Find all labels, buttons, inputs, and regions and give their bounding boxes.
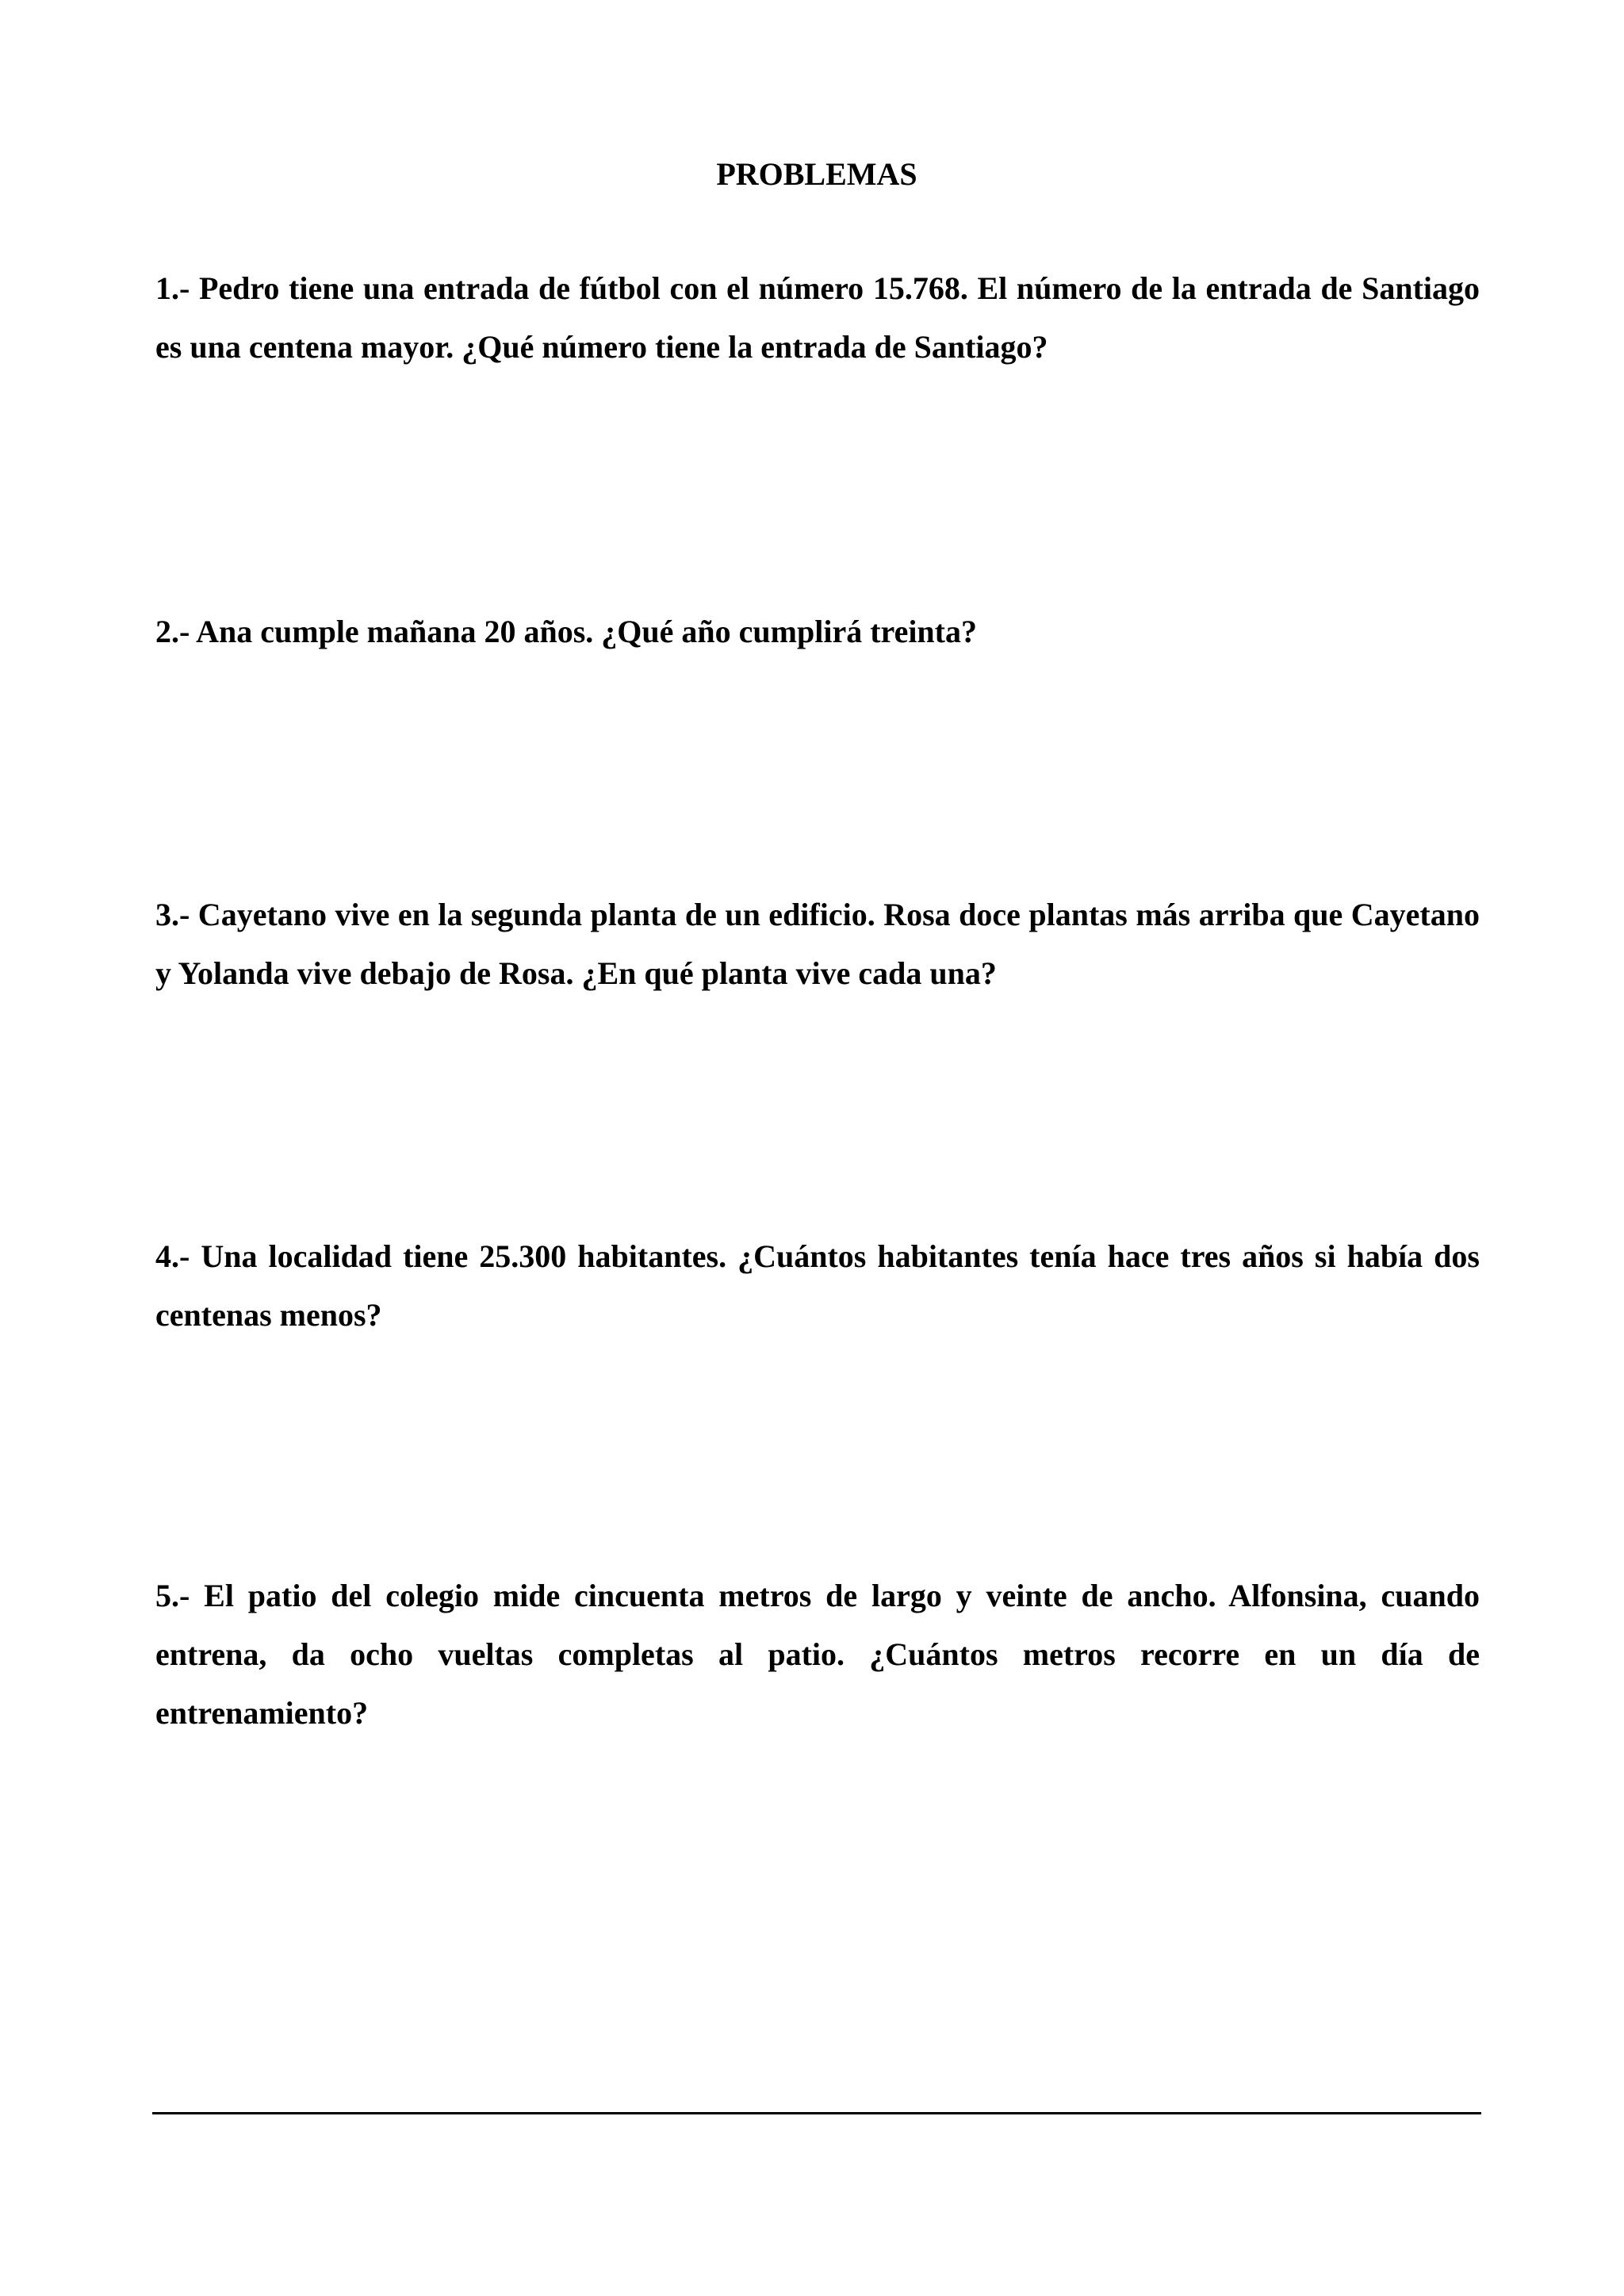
footer-divider [152,2112,1481,2114]
problem-5: 5.- El patio del colegio mide cincuenta metros de largo y veinte de ancho. Alfonsina, cuando entrena, da ocho vueltas completas al patio. ¿Cuántos metros recorre en un día de entrenamiento? [155,1578,1480,1731]
problem-1: 1.- Pedro tiene una entrada de fútbol con el número 15.768. El número de la entrada de Santiago es una centena mayor. ¿Qué número tiene la entrada de Santiago? [155,270,1480,365]
page-title: PROBLEMAS [716,156,917,192]
problem-4: 4.- Una localidad tiene 25.300 habitantes. ¿Cuántos habitantes tenía hace tres años si había dos centenas menos? [155,1238,1480,1333]
problem-3: 3.- Cayetano vive en la segunda planta de un edificio. Rosa doce plantas más arriba que Cayetano y Yolanda vive debajo de Rosa. ¿En qué planta vive cada una? [155,897,1480,991]
problem-2: 2.- Ana cumple mañana 20 años. ¿Qué año cumplirá treinta? [155,614,977,649]
